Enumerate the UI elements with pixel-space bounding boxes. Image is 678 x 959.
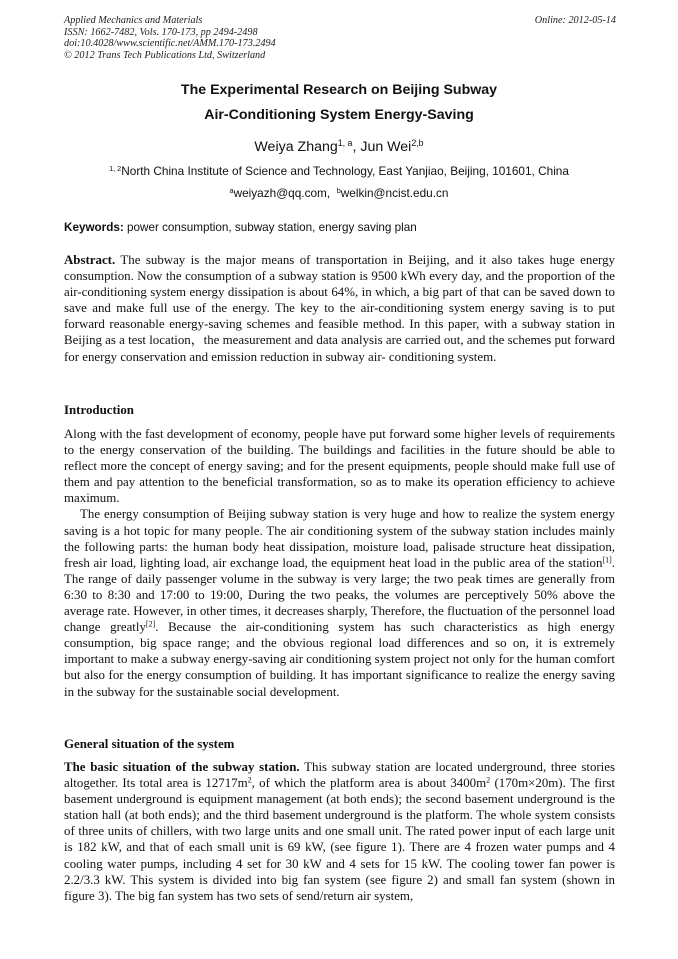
keywords-text: power consumption, subway station, energy saving plan [123,221,417,234]
citation-1[interactable]: [1] [602,555,612,565]
intro-p2-part-c: . Because the air-conditioning system has such characteristics as high energy consumption, big space range; and the obvious regional load differences and so on, it is extremely important to make a subway energy-saving air conditioning system project not only for the human comfort but also for the energy consumption of building. It has important significance to realize the energy saving in the subway for the sustainable social development. [64,620,615,699]
introduction-heading: Introduction [64,403,134,417]
keywords [64,221,615,234]
affiliation-text: North China Institute of Science and Technology, East Yanjiao, Beijing, 101601, China [121,164,569,178]
email-b[interactable]: welkin@ncist.edu.cn [340,186,449,200]
intro-p2-part-b: . The range of daily passenger volume in the subway is very large; the two peak times are generally from 6:30 to 8:30 and 17:00 to 19:00, During the two peaks, the volumes are perceptively 50% above the average rate. However, in other times, it decreases sharply, Therefore, the fluctuation of the personnel load change greatly [64,555,615,635]
keywords-label: Keywords: [64,221,124,234]
introduction-paragraph-1: Along with the fast development of economy, people have put forward some higher levels of requirements to the energy conservation of the building. The buildings and facilities in the future should be able to reflect more the concept of energy saving; and for the present equipments, people should make full use of them and pay attention to the beneficial transformation, so as to make its operation efficiency to achieve maximum. [64,427,615,506]
author-2: Jun Wei [360,139,412,155]
general-situation-heading: General situation of the system [64,737,235,751]
affiliation-line [64,164,614,178]
basic-situation-text-1: This subway station are located underground, three stories altogether. Its total area is 12717m [64,760,616,791]
abstract-label: Abstract. [64,253,116,267]
author-1-affiliation: 1, a [337,138,353,149]
online-date: Online: 2012-05-14 [534,15,616,26]
author-2-affiliation: 2,b [411,138,424,149]
author-separator: , [352,139,361,155]
email-line [64,186,614,200]
paper-title-line-1: The Experimental Research on Beijing Subway [180,82,498,98]
author-1: Weiya Zhang [254,139,338,155]
basic-situation-text-3: (170m×20m). The first basement underground is equipment management (at both ends); the second basement underground is the station hall (at both ends); and the third basement underground is the platform. The whole system consists of three units of chillers, with two large units and one small unit. The rated power input of each large unit is 182 kW, and that of each small unit is 69 kW, (see figure 1). There are 4 frozen water pumps and 4 cooling water pumps, including 4 set for 30 kW and 4 sets for 15 kW. The cooling tower fan power is 2.2/3.3 kW. This system is divided into big fan system (see figure 2) and small fan system (shown in figure 3). The big fan system has two sets of send/return air system, [64,776,615,903]
email-a-marker: a [229,185,234,195]
doi-line: doi:10.4028/www.scientific.net/AMM.170-173.2494 [64,38,276,49]
journal-header [64,15,616,61]
area-unit-sup-1: 2 [247,775,252,785]
email-a[interactable]: weiyazh@qq.com, [233,186,331,200]
citation-2[interactable]: [2] [145,619,156,629]
journal-name: Applied Mechanics and Materials [64,15,203,26]
paper-title-line-2: Air-Conditioning System Energy-Saving [204,107,474,123]
abstract [64,252,615,365]
basic-situation-lead: The basic situation of the subway station. [64,760,300,774]
introduction-paragraph-2 [64,506,615,699]
affiliation-marker: 1, 2 [109,163,122,173]
author-line [64,139,614,155]
copyright-line: © 2012 Trans Tech Publications Ltd, Switzerland [64,49,266,61]
abstract-text: The subway is the major means of transportation in Beijing, and it also takes huge energy consumption. Now the consumption of a subway station is 9500 kWh every day, and the proportion of the air-conditioning system energy dissipation is about 64%, in which, a big part of that can be saved down to save and make full use of the energy. The key to the air-conditioning system energy saving is to put forward reasonable energy-saving schemes and feasible method. In this paper, with a subway station in Beijing as a test location，the measurement and data analysis are carried out, and the schemes put forward for energy conservation and emission reduction in subway air- conditioning system. [64,253,615,364]
email-b-marker: b [336,185,341,195]
general-situation-body [64,759,615,904]
issn-line: ISSN: 1662-7482, Vols. 170-173, pp 2494-2498 [64,26,258,38]
area-unit-sup-2: 2 [486,775,491,785]
introduction-body [64,426,615,700]
basic-situation-text-2: , of which the platform area is about 3400m [251,776,487,791]
intro-p2-part-a: The energy consumption of Beijing subway station is very huge and how to realize the system energy saving is a hot topic for many people. The air conditioning system of the subway station includes mainly the following parts: the human body heat dissipation, moisture load, palisade structure heat dissipation, fresh air load, lighting load, air exchange load, the equipment heat load in the public area of the station [64,507,615,570]
